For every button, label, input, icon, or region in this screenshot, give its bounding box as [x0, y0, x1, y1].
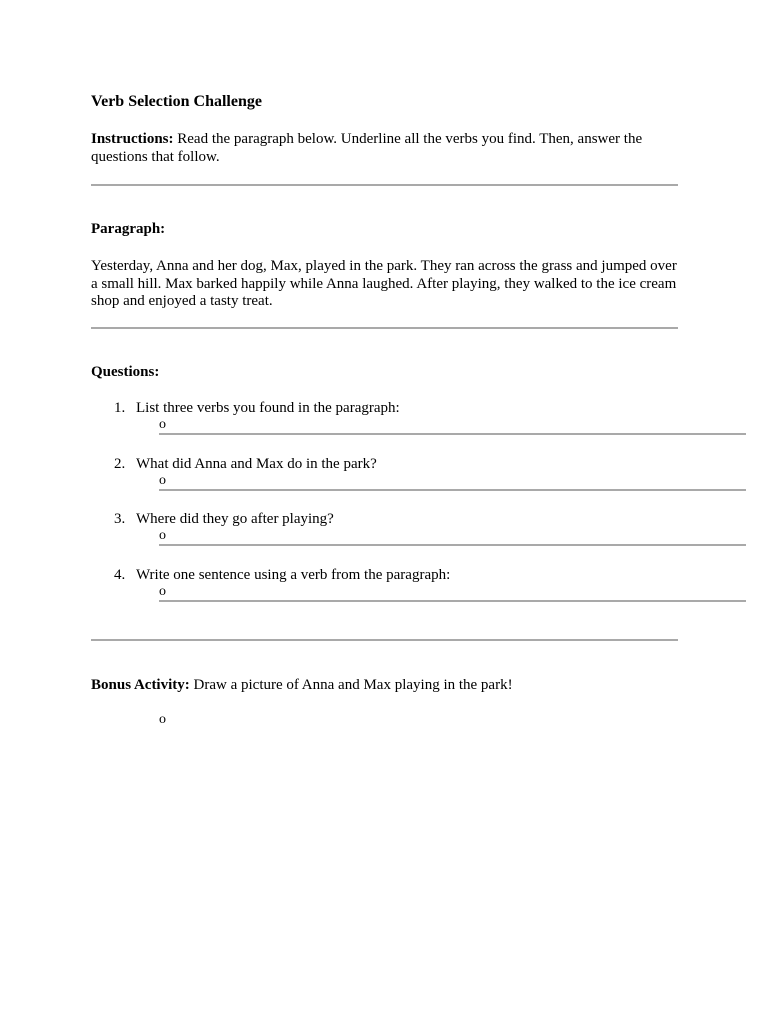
question-number: 3. — [114, 511, 126, 527]
question-number: 4. — [114, 567, 126, 583]
answer-line[interactable] — [159, 600, 746, 602]
divider-3 — [91, 639, 678, 641]
answer-bullet: o — [159, 584, 166, 599]
bonus-activity — [91, 677, 678, 695]
answer-bullet: o — [159, 417, 166, 432]
answer-line[interactable] — [159, 433, 746, 435]
instructions-label: Instructions: — [91, 131, 174, 147]
divider-2 — [91, 327, 678, 329]
answer-line[interactable] — [159, 544, 746, 546]
bonus-text: Draw a picture of Anna and Max playing in the park! — [189, 677, 513, 693]
instructions-text — [91, 131, 678, 166]
question-number: 1. — [114, 400, 126, 416]
question-text: Write one sentence using a verb from the paragraph: — [136, 567, 451, 583]
story-paragraph: Yesterday, Anna and her dog, Max, played in the park. They ran across the grass and jumped over a small hill. Max barked happily while Anna laughed. After playing, they walked to the ice cream shop and enjoyed a tasty treat. — [91, 258, 677, 309]
question-text: List three verbs you found in the paragraph: — [136, 400, 400, 416]
questions-heading: Questions: — [91, 364, 160, 380]
paragraph-heading: Paragraph: — [91, 221, 166, 237]
question-number: 2. — [114, 456, 126, 472]
instructions-body: Read the paragraph below. Underline all the verbs you find. Then, answer the questions that follow. — [91, 131, 643, 165]
bonus-bullet: o — [159, 712, 166, 727]
answer-line[interactable] — [159, 489, 746, 491]
question-text: What did Anna and Max do in the park? — [136, 456, 377, 472]
question-text: Where did they go after playing? — [136, 511, 334, 527]
divider-1 — [91, 184, 678, 186]
answer-bullet: o — [159, 528, 166, 543]
worksheet-title: Verb Selection Challenge — [91, 93, 262, 110]
bonus-label: Bonus Activity: — [91, 677, 190, 693]
answer-bullet: o — [159, 473, 166, 488]
